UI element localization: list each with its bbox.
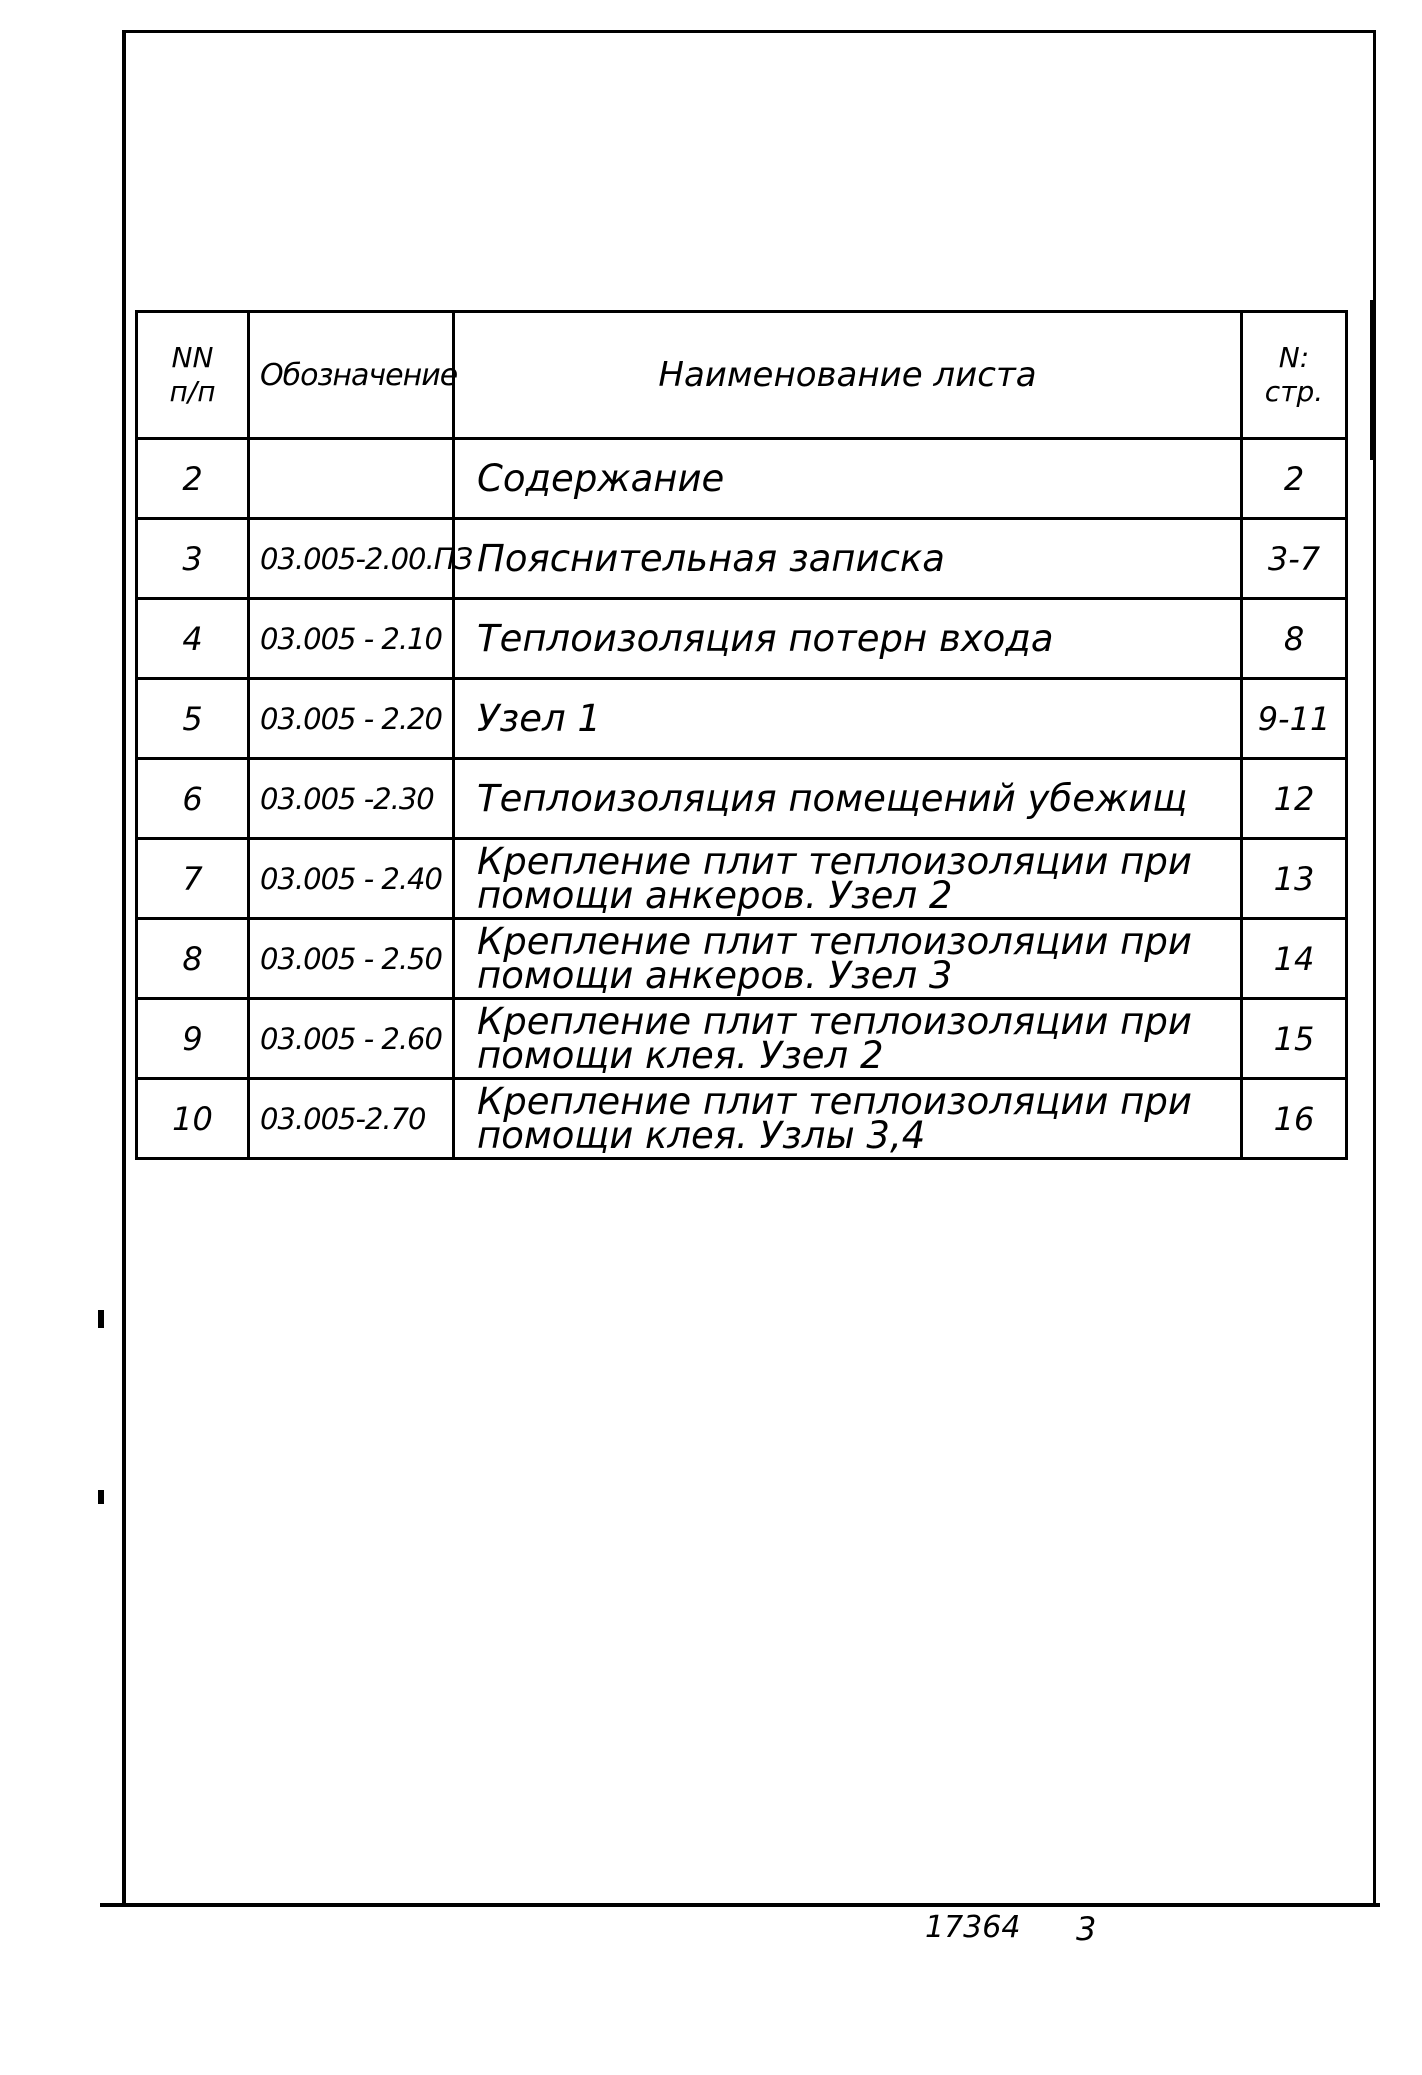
row-name (454, 679, 1242, 759)
row-name (454, 599, 1242, 679)
header-row (137, 312, 1347, 439)
row-name-line: Пояснительная записка (477, 536, 945, 580)
frame-mark (98, 1490, 104, 1504)
row-name-line: Теплоизоляция потерн входа (477, 616, 1054, 660)
row-number: 2 (137, 439, 249, 519)
row-designation: 03.005-2.00.ПЗ (249, 519, 454, 599)
header-page-line: N: (1278, 341, 1310, 374)
document-number: 17364 (925, 1910, 1021, 1945)
row-number: 10 (137, 1079, 249, 1159)
row-name (454, 439, 1242, 519)
sheet-number: 3 (1076, 1910, 1097, 1948)
table-row (137, 1079, 1347, 1159)
row-number: 4 (137, 599, 249, 679)
row-page: 8 (1242, 599, 1347, 679)
table-row (137, 999, 1347, 1079)
row-name (454, 839, 1242, 919)
row-designation (249, 439, 454, 519)
row-page: 12 (1242, 759, 1347, 839)
row-page: 9-11 (1242, 679, 1347, 759)
table-row (137, 679, 1347, 759)
row-name-line: Крепление плит теплоизоляции при (477, 839, 1192, 883)
row-name-line: помощи клея. Узлы 3,4 (477, 1113, 926, 1157)
header-name: Наименование листа (454, 312, 1242, 439)
row-page: 2 (1242, 439, 1347, 519)
contents-table (135, 310, 1348, 1160)
header-designation: Обозначение (249, 312, 454, 439)
row-name-line: Крепление плит теплоизоляции при (477, 1079, 1192, 1123)
row-designation: 03.005 - 2.60 (249, 999, 454, 1079)
row-designation: 03.005 - 2.40 (249, 839, 454, 919)
frame-mark (98, 1310, 104, 1328)
header-number-line: п/п (169, 375, 216, 408)
row-name (454, 519, 1242, 599)
row-designation: 03.005 - 2.10 (249, 599, 454, 679)
row-name-line: Крепление плит теплоизоляции при (477, 999, 1192, 1043)
table-row (137, 599, 1347, 679)
row-number: 3 (137, 519, 249, 599)
row-name (454, 1079, 1242, 1159)
header-page-line: стр. (1264, 375, 1324, 408)
frame-mark (1370, 300, 1374, 460)
header-number (137, 312, 249, 439)
frame-bottom-line (100, 1903, 1380, 1907)
table-row (137, 839, 1347, 919)
row-name-line: Крепление плит теплоизоляции при (477, 919, 1192, 963)
row-name-line: помощи анкеров. Узел 2 (477, 873, 953, 917)
table-row (137, 439, 1347, 519)
row-page: 15 (1242, 999, 1347, 1079)
row-number: 8 (137, 919, 249, 999)
table-row (137, 759, 1347, 839)
row-page: 14 (1242, 919, 1347, 999)
row-name-line: помощи анкеров. Узел 3 (477, 953, 953, 997)
row-page: 16 (1242, 1079, 1347, 1159)
row-page: 13 (1242, 839, 1347, 919)
row-designation: 03.005 - 2.50 (249, 919, 454, 999)
table-row (137, 919, 1347, 999)
row-name-line: Содержание (477, 456, 725, 500)
row-number: 5 (137, 679, 249, 759)
row-name-line: Теплоизоляция помещений убежищ (477, 776, 1188, 820)
row-name (454, 919, 1242, 999)
row-number: 7 (137, 839, 249, 919)
row-number: 6 (137, 759, 249, 839)
row-designation: 03.005-2.70 (249, 1079, 454, 1159)
row-name-line: помощи клея. Узел 2 (477, 1033, 884, 1077)
row-number: 9 (137, 999, 249, 1079)
row-designation: 03.005 -2.30 (249, 759, 454, 839)
header-number-line: NN (171, 341, 214, 374)
table-row (137, 519, 1347, 599)
row-page: 3-7 (1242, 519, 1347, 599)
row-name-line: Узел 1 (477, 696, 601, 740)
row-name (454, 759, 1242, 839)
row-designation: 03.005 - 2.20 (249, 679, 454, 759)
header-page (1242, 312, 1347, 439)
row-name (454, 999, 1242, 1079)
